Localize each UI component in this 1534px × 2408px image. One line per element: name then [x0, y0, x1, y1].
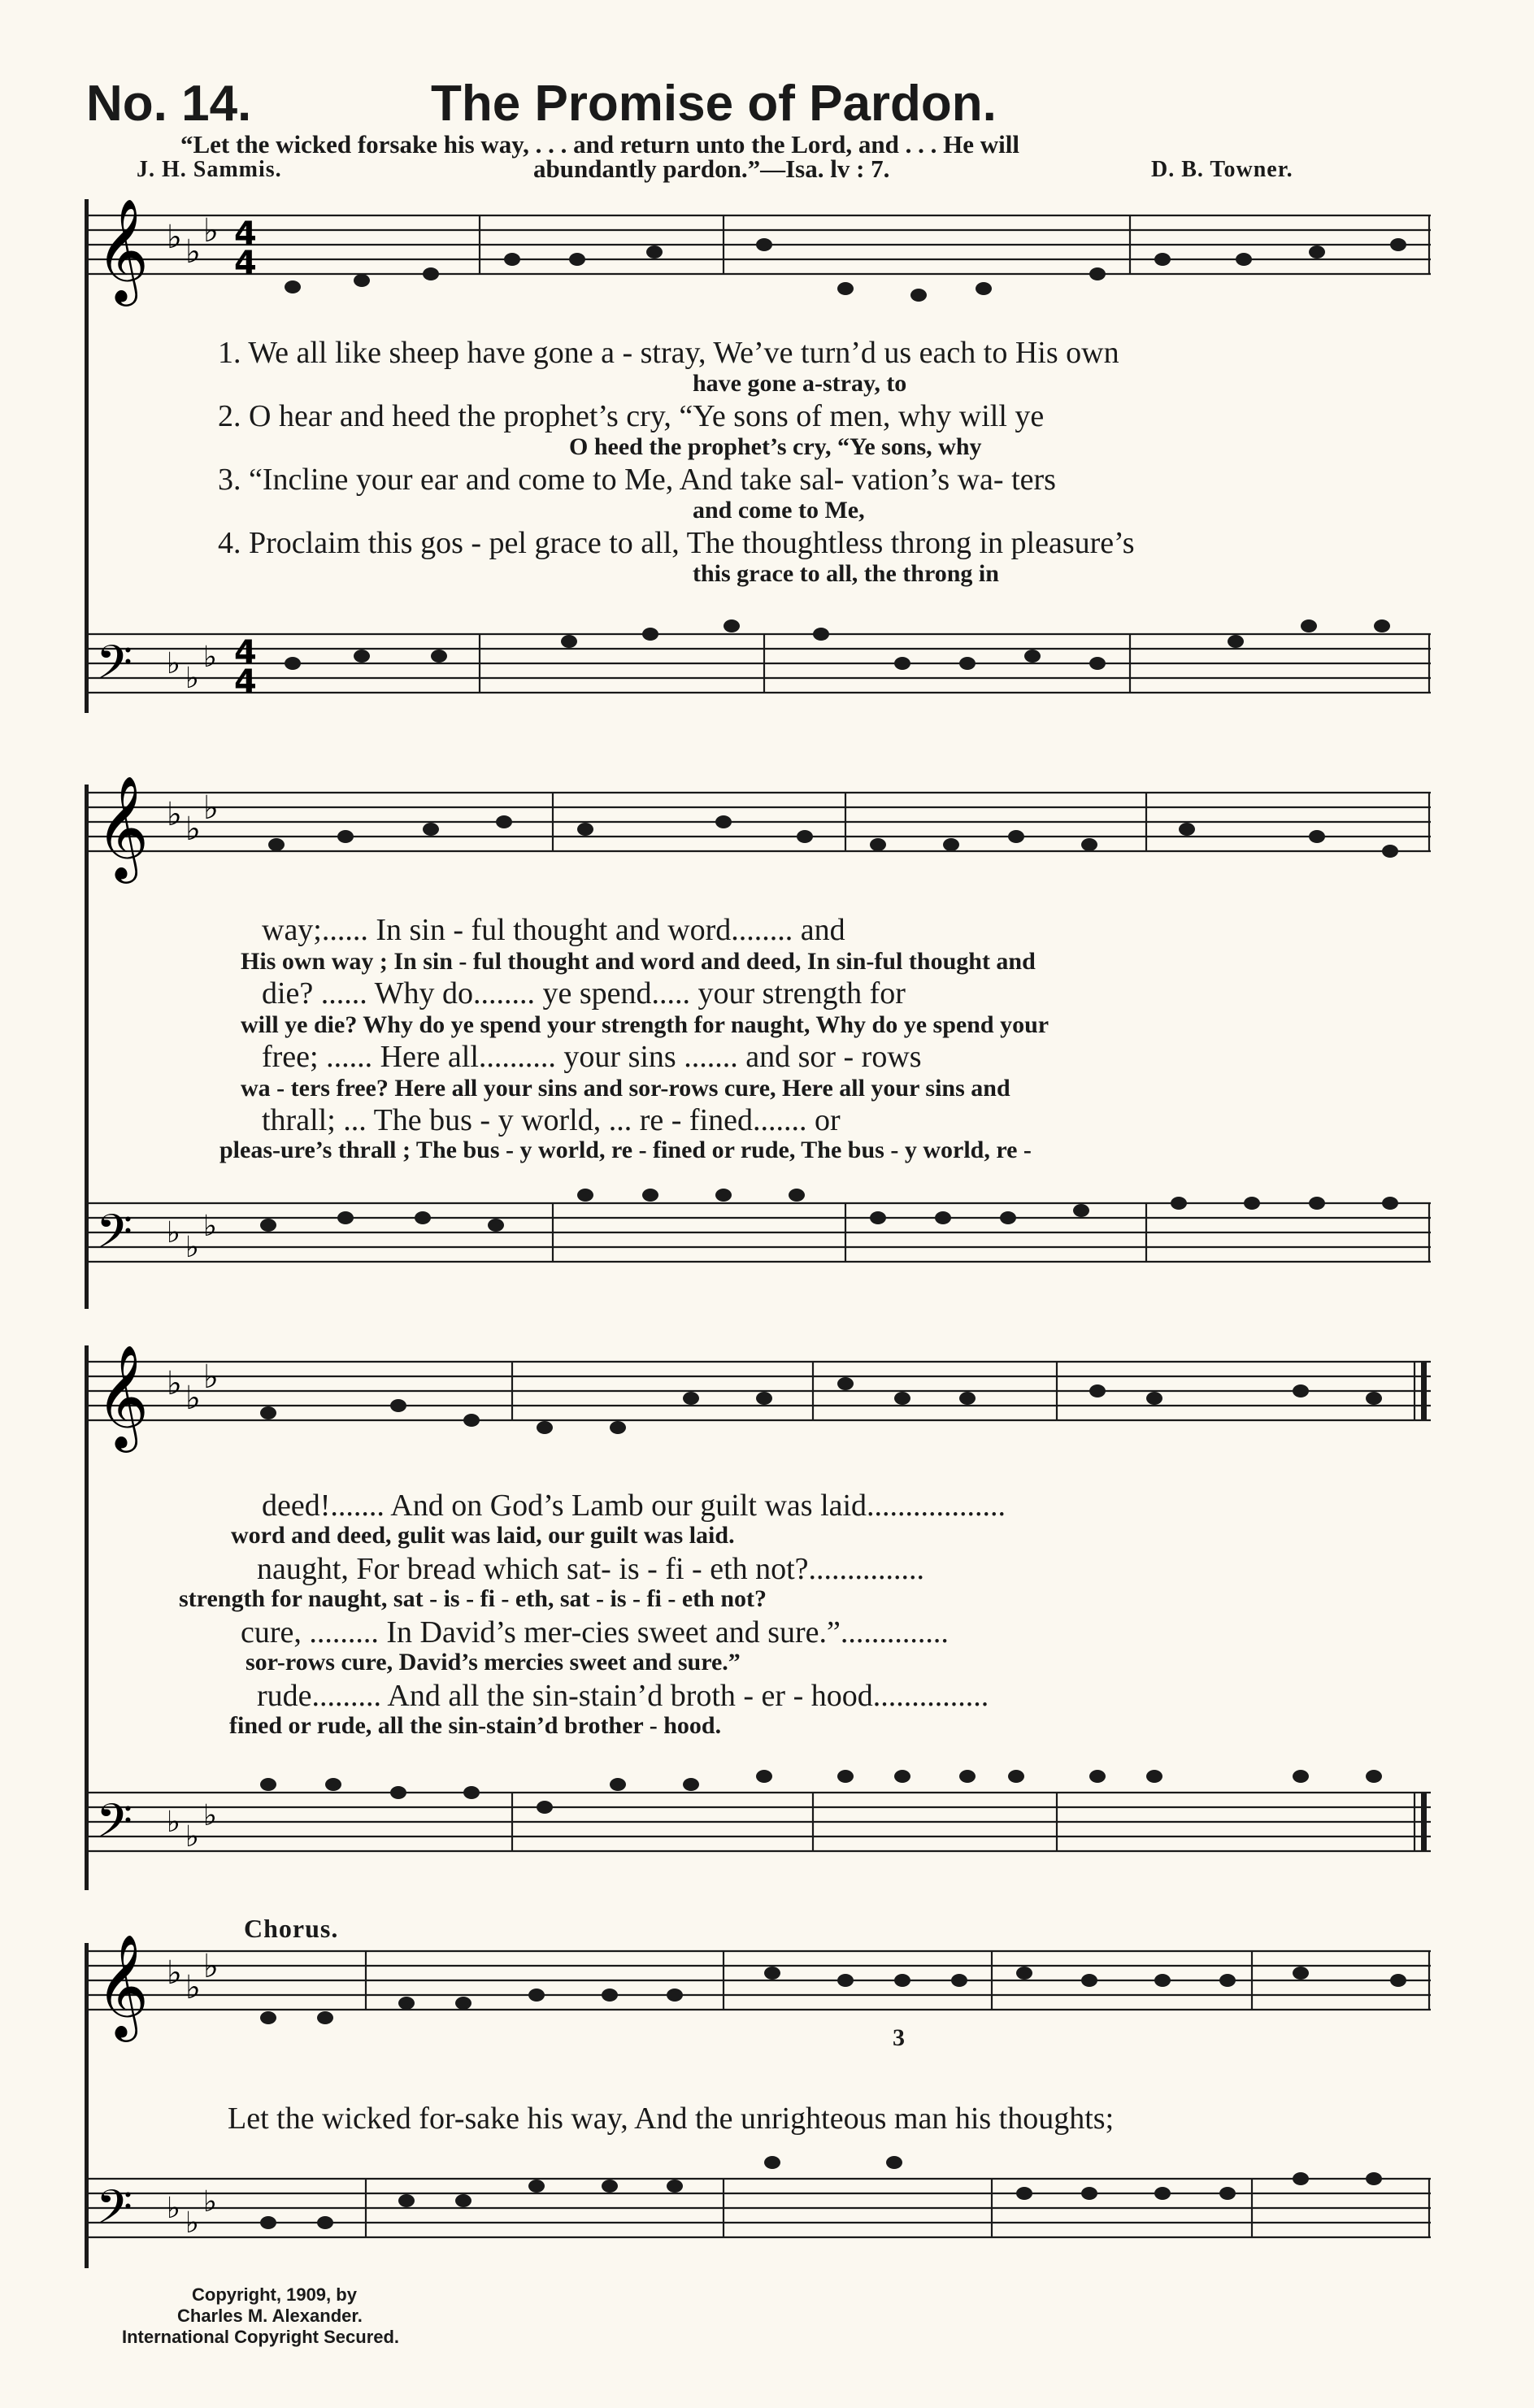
verse-3-line-2: free; ...... Here all.......... your sins ....... and sor - rows — [262, 1040, 922, 1074]
verse-1-echo-3: word and deed, gulit was laid, our guilt was laid. — [231, 1522, 735, 1549]
svg-text:♭: ♭ — [185, 1969, 201, 2006]
bass-staff-2 — [0, 1171, 1534, 1309]
svg-text:♭: ♭ — [167, 1365, 182, 1402]
hymn-title: The Promise of Pardon. — [431, 76, 997, 132]
svg-text:♭: ♭ — [185, 662, 199, 695]
svg-text:♭: ♭ — [203, 2185, 217, 2219]
treble-staff-4 — [0, 1935, 1534, 2073]
svg-text:♭: ♭ — [185, 1231, 199, 1264]
verse-2-echo-1: O heed the prophet’s cry, “Ye sons, why — [569, 433, 982, 460]
verse-1-line-2: way;...... In sin - ful thought and word........ and — [262, 913, 845, 947]
treble-staff-2 — [0, 776, 1534, 915]
verse-4-echo-3: fined or rude, all the sin-stain’d brother - hood. — [229, 1712, 722, 1739]
svg-text:♭: ♭ — [167, 1216, 180, 1250]
svg-text:4: 4 — [234, 663, 257, 701]
svg-text:4: 4 — [234, 245, 257, 282]
svg-text:♭: ♭ — [167, 2192, 180, 2225]
svg-text:4: 4 — [234, 215, 257, 253]
svg-text:♭: ♭ — [167, 647, 180, 680]
svg-text:♭: ♭ — [185, 1380, 201, 1417]
verse-3-echo-2: wa - ters free? Here all your sins and sor-rows cure, Here all your sins and — [241, 1075, 1010, 1102]
svg-text:♭: ♭ — [185, 233, 201, 271]
verse-4-line-2: thrall; ... The bus - y world, ... re - fined....... or — [262, 1103, 841, 1137]
bass-staff-3 — [0, 1760, 1534, 1890]
svg-text:♭: ♭ — [185, 2206, 199, 2240]
svg-text:♭: ♭ — [203, 212, 219, 250]
svg-text:𝄢: 𝄢 — [96, 1793, 133, 1860]
svg-text:𝄞: 𝄞 — [96, 199, 150, 302]
verse-1-line-1: 1. We all like sheep have gone a - stray, We’ve turn’d us each to His own — [218, 336, 1119, 370]
svg-text:𝄢: 𝄢 — [96, 1204, 133, 1271]
copyright-line-2: Charles M. Alexander. — [177, 2306, 363, 2326]
verse-3-line-3: cure, ......... In David’s mer-cies sweet and sure.”.............. — [241, 1615, 949, 1650]
verse-3-echo-3: sor-rows cure, David’s mercies sweet and sure.” — [246, 1649, 741, 1676]
verse-4-echo-1: this grace to all, the throng in — [693, 560, 999, 587]
svg-text:♭: ♭ — [203, 1358, 219, 1396]
verse-3-line-1: 3. “Incline your ear and come to Me, And take sal- vation’s wa- ters — [218, 463, 1056, 497]
svg-text:♭: ♭ — [185, 1820, 199, 1854]
music-composer: D. B. Towner. — [1151, 157, 1293, 182]
svg-text:𝄞: 𝄞 — [96, 776, 150, 879]
svg-text:𝄞: 𝄞 — [96, 1935, 150, 2037]
verse-4-echo-2: pleas-ure’s thrall ; The bus - y world, re - fined or rude, The bus - y world, re - — [219, 1137, 1032, 1163]
treble-staff-3 — [0, 1337, 1534, 1476]
verse-2-echo-3: strength for naught, sat - is - fi - eth, sat - is - fi - eth not? — [179, 1585, 767, 1612]
chorus-label: Chorus. — [244, 1914, 339, 1943]
copyright-line-1: Copyright, 1909, by — [192, 2284, 357, 2305]
svg-text:♭: ♭ — [167, 219, 182, 256]
triplet-mark: 3 — [893, 2024, 905, 2051]
svg-text:♭: ♭ — [167, 1806, 180, 1839]
svg-text:𝄢: 𝄢 — [96, 2180, 133, 2246]
hymn-number: No. 14. — [86, 76, 252, 132]
verse-1-echo-2: His own way ; In sin - ful thought and word and deed, In sin-ful thought and — [241, 948, 1036, 975]
bass-staff-4 — [0, 2146, 1534, 2268]
scripture-line-1: “Let the wicked forsake his way, . . . and return unto the Lord, and . . . He will — [180, 130, 1019, 159]
svg-text:♭: ♭ — [185, 811, 201, 848]
svg-text:𝄢: 𝄢 — [96, 635, 133, 702]
svg-text:♭: ♭ — [167, 796, 182, 833]
copyright-line-3: International Copyright Secured. — [122, 2327, 400, 2347]
verse-2-line-1: 2. O hear and heed the prophet’s cry, “Ye sons of men, why will ye — [218, 399, 1045, 433]
bass-staff-1 — [0, 585, 1534, 732]
verse-4-line-1: 4. Proclaim this gos - pel grace to all, The thoughtless throng in pleasure’s — [218, 526, 1135, 560]
svg-text:4: 4 — [234, 634, 257, 672]
svg-text:𝄞: 𝄞 — [96, 1344, 150, 1448]
words-author: J. H. Sammis. — [137, 157, 282, 182]
verse-1-echo-1: have gone a-stray, to — [693, 370, 907, 397]
svg-text:♭: ♭ — [203, 1948, 219, 1985]
svg-text:♭: ♭ — [167, 1954, 182, 1992]
svg-text:♭: ♭ — [203, 1799, 217, 1832]
chorus-lyric: Let the wicked for-sake his way, And the unrighteous man his thoughts; — [228, 2102, 1115, 2136]
verse-4-line-3: rude......... And all the sin-stain’d broth - er - hood............... — [257, 1679, 989, 1713]
svg-text:♭: ♭ — [203, 1210, 217, 1243]
verse-2-line-2: die? ...... Why do........ ye spend..... your strength for — [262, 976, 906, 1011]
verse-2-line-3: naught, For bread which sat- is - fi - eth not?............... — [257, 1552, 925, 1586]
svg-text:♭: ♭ — [203, 789, 219, 827]
verse-2-echo-2: will ye die? Why do ye spend your strength for naught, Why do ye spend your — [241, 1011, 1049, 1038]
verse-3-echo-1: and come to Me, — [693, 497, 865, 524]
scripture-line-2: abundantly pardon.”—Isa. lv : 7. — [533, 154, 890, 183]
svg-text:♭: ♭ — [203, 641, 217, 674]
verse-1-line-3: deed!....... And on God’s Lamb our guilt was laid.................. — [262, 1489, 1006, 1523]
